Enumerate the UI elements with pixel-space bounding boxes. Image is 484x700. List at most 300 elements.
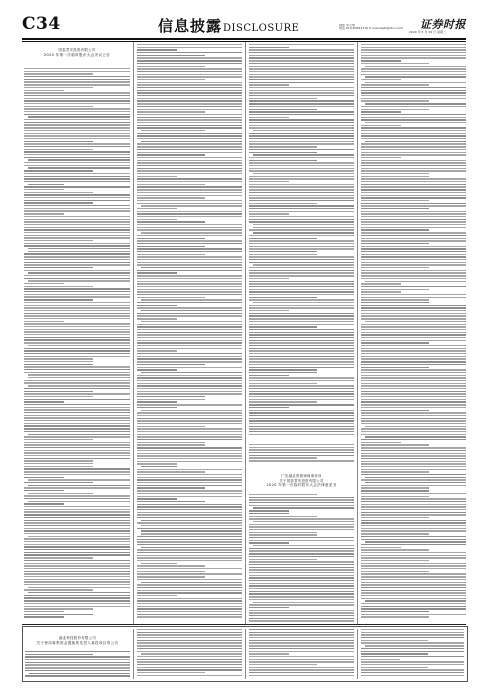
text-line (137, 345, 242, 346)
text-line (137, 418, 242, 419)
text-line (361, 450, 466, 451)
text-line (249, 305, 354, 306)
text-line (137, 216, 242, 217)
text-line (249, 235, 354, 236)
text-line (137, 590, 242, 591)
text-line (249, 567, 354, 568)
text-line (137, 117, 242, 118)
text-line (249, 251, 317, 252)
text-line (137, 656, 242, 657)
text-line (137, 603, 242, 604)
text-line (361, 149, 466, 150)
text-line (249, 401, 317, 402)
text-line (249, 499, 354, 500)
text-line (137, 629, 242, 630)
text-line (249, 377, 354, 378)
text-line (24, 299, 93, 300)
text-line (137, 474, 242, 475)
text-line (24, 606, 130, 607)
text-line (249, 510, 289, 511)
text-line (141, 520, 242, 521)
text-line (361, 614, 466, 615)
text-line (137, 203, 242, 204)
text-line (249, 388, 354, 389)
text-line (28, 385, 130, 386)
text-line (24, 288, 130, 289)
text-line (361, 117, 466, 118)
text-line (361, 372, 466, 373)
text-line (361, 367, 429, 368)
text-line (137, 297, 205, 298)
text-line (365, 477, 466, 478)
text-line (361, 579, 466, 580)
text-line (24, 409, 130, 410)
text-line (137, 119, 242, 120)
text-line (137, 528, 242, 529)
text-line (137, 455, 242, 456)
text-line (137, 573, 242, 574)
text-line (249, 369, 317, 370)
text-line (249, 669, 354, 670)
text-line (24, 460, 93, 461)
text-line (361, 592, 466, 593)
text-line (137, 356, 242, 357)
text-line (24, 176, 130, 177)
text-line (24, 608, 93, 609)
text-line (24, 208, 130, 209)
text-line (141, 130, 205, 131)
section-title (158, 15, 299, 36)
text-line (249, 672, 354, 673)
text-line (28, 592, 130, 593)
text-line (137, 246, 205, 247)
text-line (24, 503, 64, 504)
text-line (361, 356, 466, 357)
text-line (24, 350, 130, 351)
text-line (24, 412, 130, 413)
text-line (361, 361, 466, 362)
text-line (361, 334, 466, 335)
text-line (361, 661, 464, 662)
text-line (137, 197, 205, 198)
text-line (137, 592, 242, 593)
text-line (137, 664, 242, 665)
text-line (24, 436, 130, 437)
text-line (24, 235, 130, 236)
text-line (361, 184, 466, 185)
text-line (24, 224, 130, 225)
text-line (24, 597, 130, 598)
text-line (253, 154, 354, 155)
text-line (24, 84, 130, 85)
text-line (137, 270, 242, 271)
text-line (137, 326, 242, 327)
text-line (24, 186, 130, 187)
text-line (24, 138, 130, 139)
text-line (361, 254, 466, 255)
text-line (249, 645, 354, 646)
text-line (24, 447, 130, 448)
text-line (249, 337, 354, 338)
text-line (25, 670, 130, 671)
text-line (137, 208, 177, 209)
text-line (137, 509, 242, 510)
text-line (249, 221, 354, 222)
text-line (249, 350, 354, 351)
text-line (249, 246, 354, 247)
text-line (361, 428, 466, 429)
text-line (24, 318, 130, 319)
text-line (137, 229, 242, 230)
text-line (24, 141, 93, 142)
text-line (24, 323, 130, 324)
text-line (361, 632, 464, 633)
text-line (24, 106, 93, 107)
text-line (137, 595, 177, 596)
text-line (28, 159, 130, 160)
text-line (361, 590, 466, 591)
text-line (249, 286, 354, 287)
text-line (249, 262, 354, 263)
text-line (24, 237, 130, 238)
text-line (24, 589, 93, 590)
text-line (137, 367, 242, 368)
text-line (137, 170, 242, 171)
text-line (249, 632, 354, 633)
text-line (361, 283, 401, 284)
text-line (24, 431, 130, 432)
text-line (24, 194, 130, 195)
text-line (137, 632, 242, 633)
text-line (24, 232, 130, 233)
text-line (249, 176, 354, 177)
text-line (24, 302, 130, 303)
text-line (249, 577, 354, 578)
text-line (137, 52, 242, 53)
text-line (137, 55, 205, 56)
text-line (137, 213, 242, 214)
text-line (24, 538, 130, 539)
text-line (249, 516, 317, 517)
text-line (137, 358, 242, 359)
text-line (24, 197, 130, 198)
text-line (361, 474, 466, 475)
text-line (24, 210, 130, 211)
text-line (137, 587, 242, 588)
text-line (361, 401, 466, 402)
text-line (141, 141, 242, 142)
text-line (249, 393, 354, 394)
text-line (361, 393, 466, 394)
text-line (361, 307, 466, 308)
text-line (25, 664, 130, 665)
text-line (361, 68, 466, 69)
text-line (24, 296, 130, 297)
text-line (249, 181, 289, 182)
text-line (28, 377, 130, 378)
text-line (24, 114, 130, 115)
text-line (249, 372, 317, 373)
text-line (137, 84, 242, 85)
text-line (361, 264, 466, 265)
text-line (249, 556, 354, 557)
text-line (249, 267, 354, 268)
bottom-column-2 (137, 629, 242, 679)
text-line (249, 141, 354, 142)
text-line (28, 501, 130, 502)
text-line (24, 407, 130, 408)
text-line (249, 553, 354, 554)
text-line (137, 307, 242, 308)
text-line (137, 659, 242, 660)
text-line (249, 596, 354, 597)
text-line (361, 55, 466, 56)
text-line (141, 267, 242, 268)
text-line (24, 205, 130, 206)
text-line (137, 264, 242, 265)
text-line (249, 385, 354, 386)
text-line (137, 57, 242, 58)
text-line (24, 404, 130, 405)
text-line (361, 608, 466, 609)
text-line (137, 122, 242, 123)
text-line (249, 345, 354, 346)
text-line (137, 420, 242, 421)
text-line (137, 106, 242, 107)
text-line (137, 576, 205, 577)
text-line (249, 313, 354, 314)
text-line (249, 585, 354, 586)
text-line (24, 278, 130, 279)
text-line (141, 232, 242, 233)
text-line (137, 278, 242, 279)
text-line (361, 305, 466, 306)
text-line (137, 669, 242, 670)
text-line (24, 240, 93, 241)
article-1-body (24, 68, 130, 624)
text-line (249, 380, 354, 381)
article-2-header (249, 474, 354, 488)
text-line (249, 502, 354, 503)
text-line (28, 434, 130, 435)
column-divider (133, 42, 134, 624)
text-line (361, 181, 466, 182)
text-line (249, 55, 354, 56)
text-line (249, 205, 354, 206)
column-4-body (361, 44, 466, 624)
text-line (361, 434, 466, 435)
text-line (249, 74, 354, 75)
text-line (137, 329, 242, 330)
text-line (24, 162, 130, 163)
text-line (361, 95, 466, 96)
text-line (137, 109, 242, 110)
text-line (24, 173, 130, 174)
text-line (249, 434, 354, 435)
text-line (137, 536, 242, 537)
text-line (249, 659, 354, 660)
text-line (137, 555, 242, 556)
text-line (24, 552, 130, 553)
text-line (24, 442, 130, 443)
text-line (249, 87, 354, 88)
text-line (249, 63, 354, 64)
text-line (249, 291, 354, 292)
text-line (137, 281, 242, 282)
text-line (137, 369, 177, 370)
text-line (361, 111, 401, 112)
text-line (249, 642, 354, 643)
text-line (361, 324, 466, 325)
text-line (361, 606, 466, 607)
text-line (249, 122, 354, 123)
text-line (137, 256, 242, 257)
text-line (137, 332, 242, 333)
text-line (24, 595, 130, 596)
text-line (137, 517, 242, 518)
contact-line: 电话:010-83251716 E-mail:zqsb@stcn.com (339, 26, 404, 31)
text-line (361, 114, 466, 115)
text-line (249, 66, 354, 67)
text-line (24, 401, 64, 402)
text-line (137, 512, 242, 513)
text-line (249, 410, 354, 411)
text-line (137, 412, 242, 413)
text-line (361, 552, 466, 553)
text-line (249, 143, 354, 144)
text-line (361, 138, 466, 139)
text-line (24, 100, 130, 101)
text-line (361, 656, 464, 657)
text-line (24, 275, 130, 276)
text-line (141, 299, 242, 300)
text-line (361, 157, 401, 158)
text-line (137, 490, 242, 491)
bottom-column-2-body (137, 629, 242, 679)
text-line (361, 410, 429, 411)
text-line (137, 200, 242, 201)
text-line (249, 593, 354, 594)
text-line (24, 130, 130, 131)
text-line (361, 60, 401, 61)
text-line (137, 154, 205, 155)
text-line (249, 542, 289, 543)
text-line (361, 350, 466, 351)
text-line (361, 189, 466, 190)
text-line (361, 278, 466, 279)
text-line (249, 95, 354, 96)
text-line (24, 380, 130, 381)
text-line (137, 571, 205, 572)
text-line (141, 533, 242, 534)
text-line (24, 178, 130, 179)
text-line (24, 487, 130, 488)
text-line (361, 517, 429, 518)
editor-line: 制作 李立勇 (339, 24, 355, 27)
text-line (137, 90, 242, 91)
article-2-title: 关于国泰君安投资有限公司 (279, 478, 324, 483)
text-line (361, 539, 466, 540)
text-line (361, 407, 466, 408)
text-line (253, 227, 354, 228)
text-line (365, 66, 466, 67)
text-line (25, 662, 130, 663)
text-line (361, 329, 466, 330)
text-line (249, 192, 354, 193)
text-line (249, 460, 354, 461)
text-line (137, 598, 242, 599)
text-line (137, 313, 242, 314)
text-line (24, 310, 130, 311)
text-line (249, 133, 354, 134)
text-line (137, 485, 242, 486)
text-line (137, 672, 205, 673)
text-line (249, 391, 354, 392)
text-line (249, 57, 354, 58)
text-line (249, 278, 289, 279)
text-line (24, 221, 130, 222)
text-line (249, 550, 354, 551)
text-line (361, 130, 466, 131)
text-line (24, 315, 130, 316)
text-line (24, 364, 93, 365)
text-line (24, 321, 64, 322)
text-line (24, 353, 130, 354)
text-line (365, 76, 466, 77)
text-line (141, 582, 242, 583)
text-line (137, 579, 242, 580)
text-line (249, 588, 354, 589)
text-line (137, 667, 242, 668)
text-line (249, 367, 354, 368)
text-line (24, 189, 64, 190)
text-line (249, 640, 354, 641)
text-line (24, 372, 130, 373)
text-line (249, 653, 289, 654)
text-line (249, 90, 354, 91)
text-line (137, 111, 205, 112)
text-line (249, 583, 354, 584)
text-line (249, 415, 354, 416)
text-line (249, 135, 354, 136)
text-line (24, 68, 130, 69)
text-line (137, 87, 242, 88)
text-line (137, 383, 242, 384)
text-line (365, 103, 466, 104)
text-line (137, 453, 242, 454)
text-line (361, 358, 466, 359)
text-line (361, 571, 429, 572)
text-line (137, 44, 242, 45)
text-line (249, 125, 354, 126)
text-line (361, 135, 466, 136)
text-line (361, 487, 429, 488)
text-line (249, 540, 354, 541)
column-3-footer (249, 444, 354, 464)
text-line (249, 44, 354, 45)
text-line (24, 565, 130, 566)
text-line (361, 667, 428, 668)
text-line (249, 356, 354, 357)
text-line (137, 560, 242, 561)
text-line (137, 286, 242, 287)
text-line (249, 559, 317, 560)
bottom-column-4 (361, 629, 464, 679)
text-line (361, 453, 466, 454)
text-line (361, 165, 466, 166)
text-line (24, 259, 130, 260)
text-line (137, 162, 242, 163)
